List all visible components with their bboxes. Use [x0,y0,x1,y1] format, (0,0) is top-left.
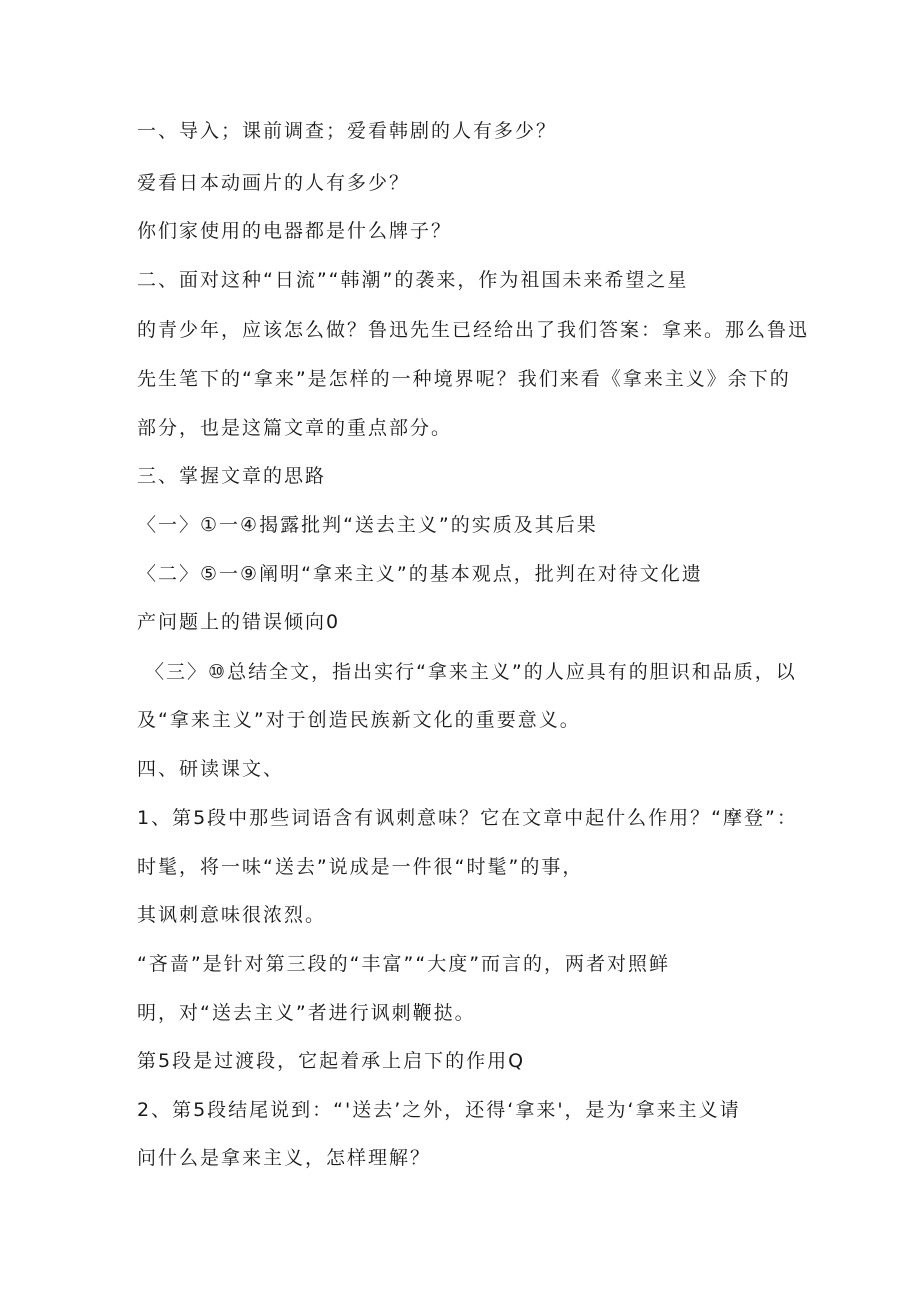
question-appliances: 你们家使用的电器都是什么牌子？ [137,220,453,242]
question-2: 2、第5段结尾说到：“'送去’之外，还得‘拿来'，是为‘拿来主义请 [137,1099,741,1121]
question-anime: 爱看日本动画片的人有多少？ [137,172,411,194]
question-2-cont: 问什么是拿来主义，怎样理解？ [137,1147,432,1169]
paragraph-line: 先生笔下的“拿来”是怎样的一种境界呢？我们来看《拿来主义》余下的 [137,368,791,390]
section-4-heading: 四、研读课文、 [137,758,285,780]
outline-item-1: 〈一〉①一④揭露批判“送去主义”的实质及其后果 [137,514,598,536]
answer-line: 第5段是过渡段，它起着承上启下的作用Q [137,1050,526,1072]
outline-item-3-cont: 及“拿来主义”对于创造民族新文化的重要意义。 [137,709,581,731]
outline-item-2-cont: 产问题上的错误倾向0 [137,611,341,633]
answer-line: 明，对“送去主义”者进行讽刺鞭挞。 [137,1002,476,1024]
answer-line: “吝啬”是针对第三段的“丰富”“大度”而言的，两者对照鲜 [137,953,671,975]
paragraph-line: 的青少年，应该怎么做？鲁迅先生已经给出了我们答案：拿来。那么鲁迅 [137,319,810,341]
answer-line: 其讽刺意味很浓烈。 [137,904,327,926]
question-1: 1、第5段中那些词语含有讽刺意味？它在文章中起什么作用？“摩登”： [137,807,798,829]
outline-item-3: 〈三〉⑩总结全文，指出实行“拿来主义”的人应具有的胆识和品质，以 [137,661,797,683]
section-2-heading: 二、面对这种“日流”“韩潮”的袭来，作为祖国未来希望之星 [137,269,689,291]
section-1-heading: 一、导入；课前调查；爱看韩剧的人有多少？ [137,120,558,142]
outline-item-2: 〈二〉⑤一⑨阐明“拿来主义”的基本观点，批判在对待文化遗 [137,563,703,585]
answer-line: 时髦，将一味“送去”说成是一件很“时髦”的事， [137,856,584,878]
section-3-heading: 三、掌握文章的思路 [137,465,327,487]
paragraph-line: 部分，也是这篇文章的重点部分。 [137,417,453,439]
